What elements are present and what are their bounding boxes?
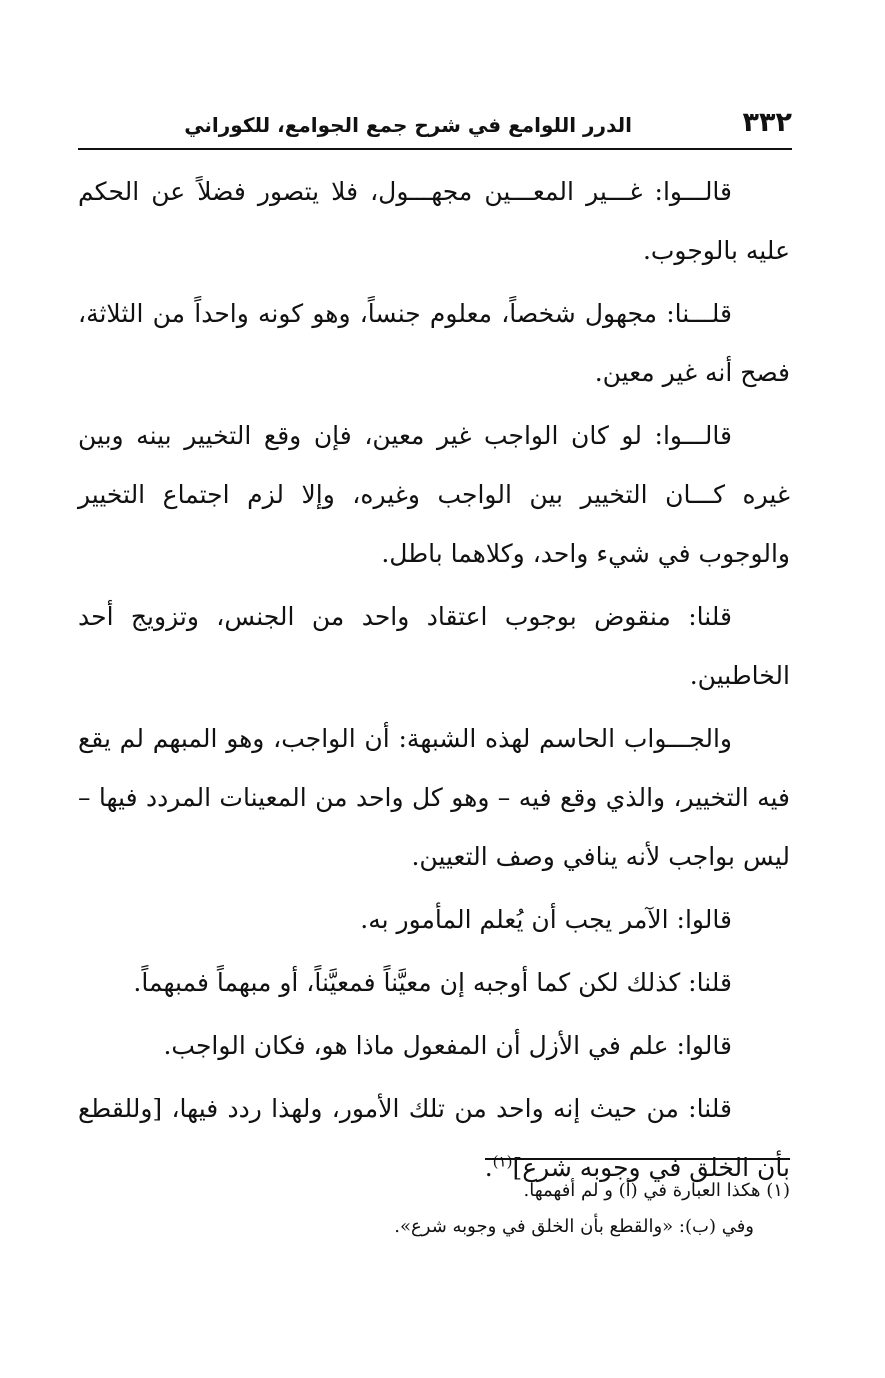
footnote-1: (١) هكذا العبارة في (أ) و لم أفهمها. <box>523 1180 790 1201</box>
paragraph: قالـــوا: غـــير المعـــين مجهـــول، فلا يتصور فضلاً عن الحكم عليه بالوجوب. <box>78 177 790 265</box>
footnote-divider <box>485 1158 790 1160</box>
footnote-reference[interactable]: (١) <box>492 1152 513 1171</box>
running-header <box>78 104 792 150</box>
page-number: ٣٣٢ <box>742 107 792 138</box>
paragraph: قلـــنا: مجهول شخصاً، معلوم جنساً، وهو كونه واحداً من الثلاثة، فصح أنه غير معين. <box>78 299 790 387</box>
footnotes <box>78 1174 790 1244</box>
paragraph: قلنا: منقوض بوجوب اعتقاد واحد من الجنس، وتزويج أحد الخاطبين. <box>78 602 790 690</box>
running-title: الدرر اللوامع في شرح جمع الجوامع، للكوراني <box>184 113 632 137</box>
paragraph: قالـــوا: لو كان الواجب غير معين، فإن وقع التخيير بينه وبين غيره كـــان التخيير بين الواجب وغيره، وإلا لزم اجتماع التخيير والوجوب في شيء واحد، وكلاهما باطل. <box>78 421 790 568</box>
paragraph: والجـــواب الحاسم لهذه الشبهة: أن الواجب، وهو المبهم لم يقع فيه التخيير، والذي وقع فيه – وهو كل واحد من المعينات المردد فيها – ليس بواجب لأنه ينافي وصف التعيين. <box>78 724 790 871</box>
paragraph: قالوا: الآمر يجب أن يُعلم المأمور به. <box>360 905 732 934</box>
body-text <box>78 162 790 1201</box>
paragraph-end: . <box>484 1153 493 1182</box>
paragraph: قالوا: علم في الأزل أن المفعول ماذا هو، فكان الواجب. <box>163 1031 732 1060</box>
footnote-1-continuation: وفي (ب): «والقطع بأن الخلق في وجوبه شرع». <box>394 1216 754 1237</box>
paragraph-text: قلنا: من حيث إنه واحد من تلك الأمور، ولهذا ردد فيها، [وللقطع بأن الخلق في وجوبه شرع] <box>78 1094 790 1182</box>
paragraph: قلنا: كذلك لكن كما أوجبه إن معيَّناً فمعيَّناً، أو مبهماً فمبهماً. <box>133 968 732 997</box>
